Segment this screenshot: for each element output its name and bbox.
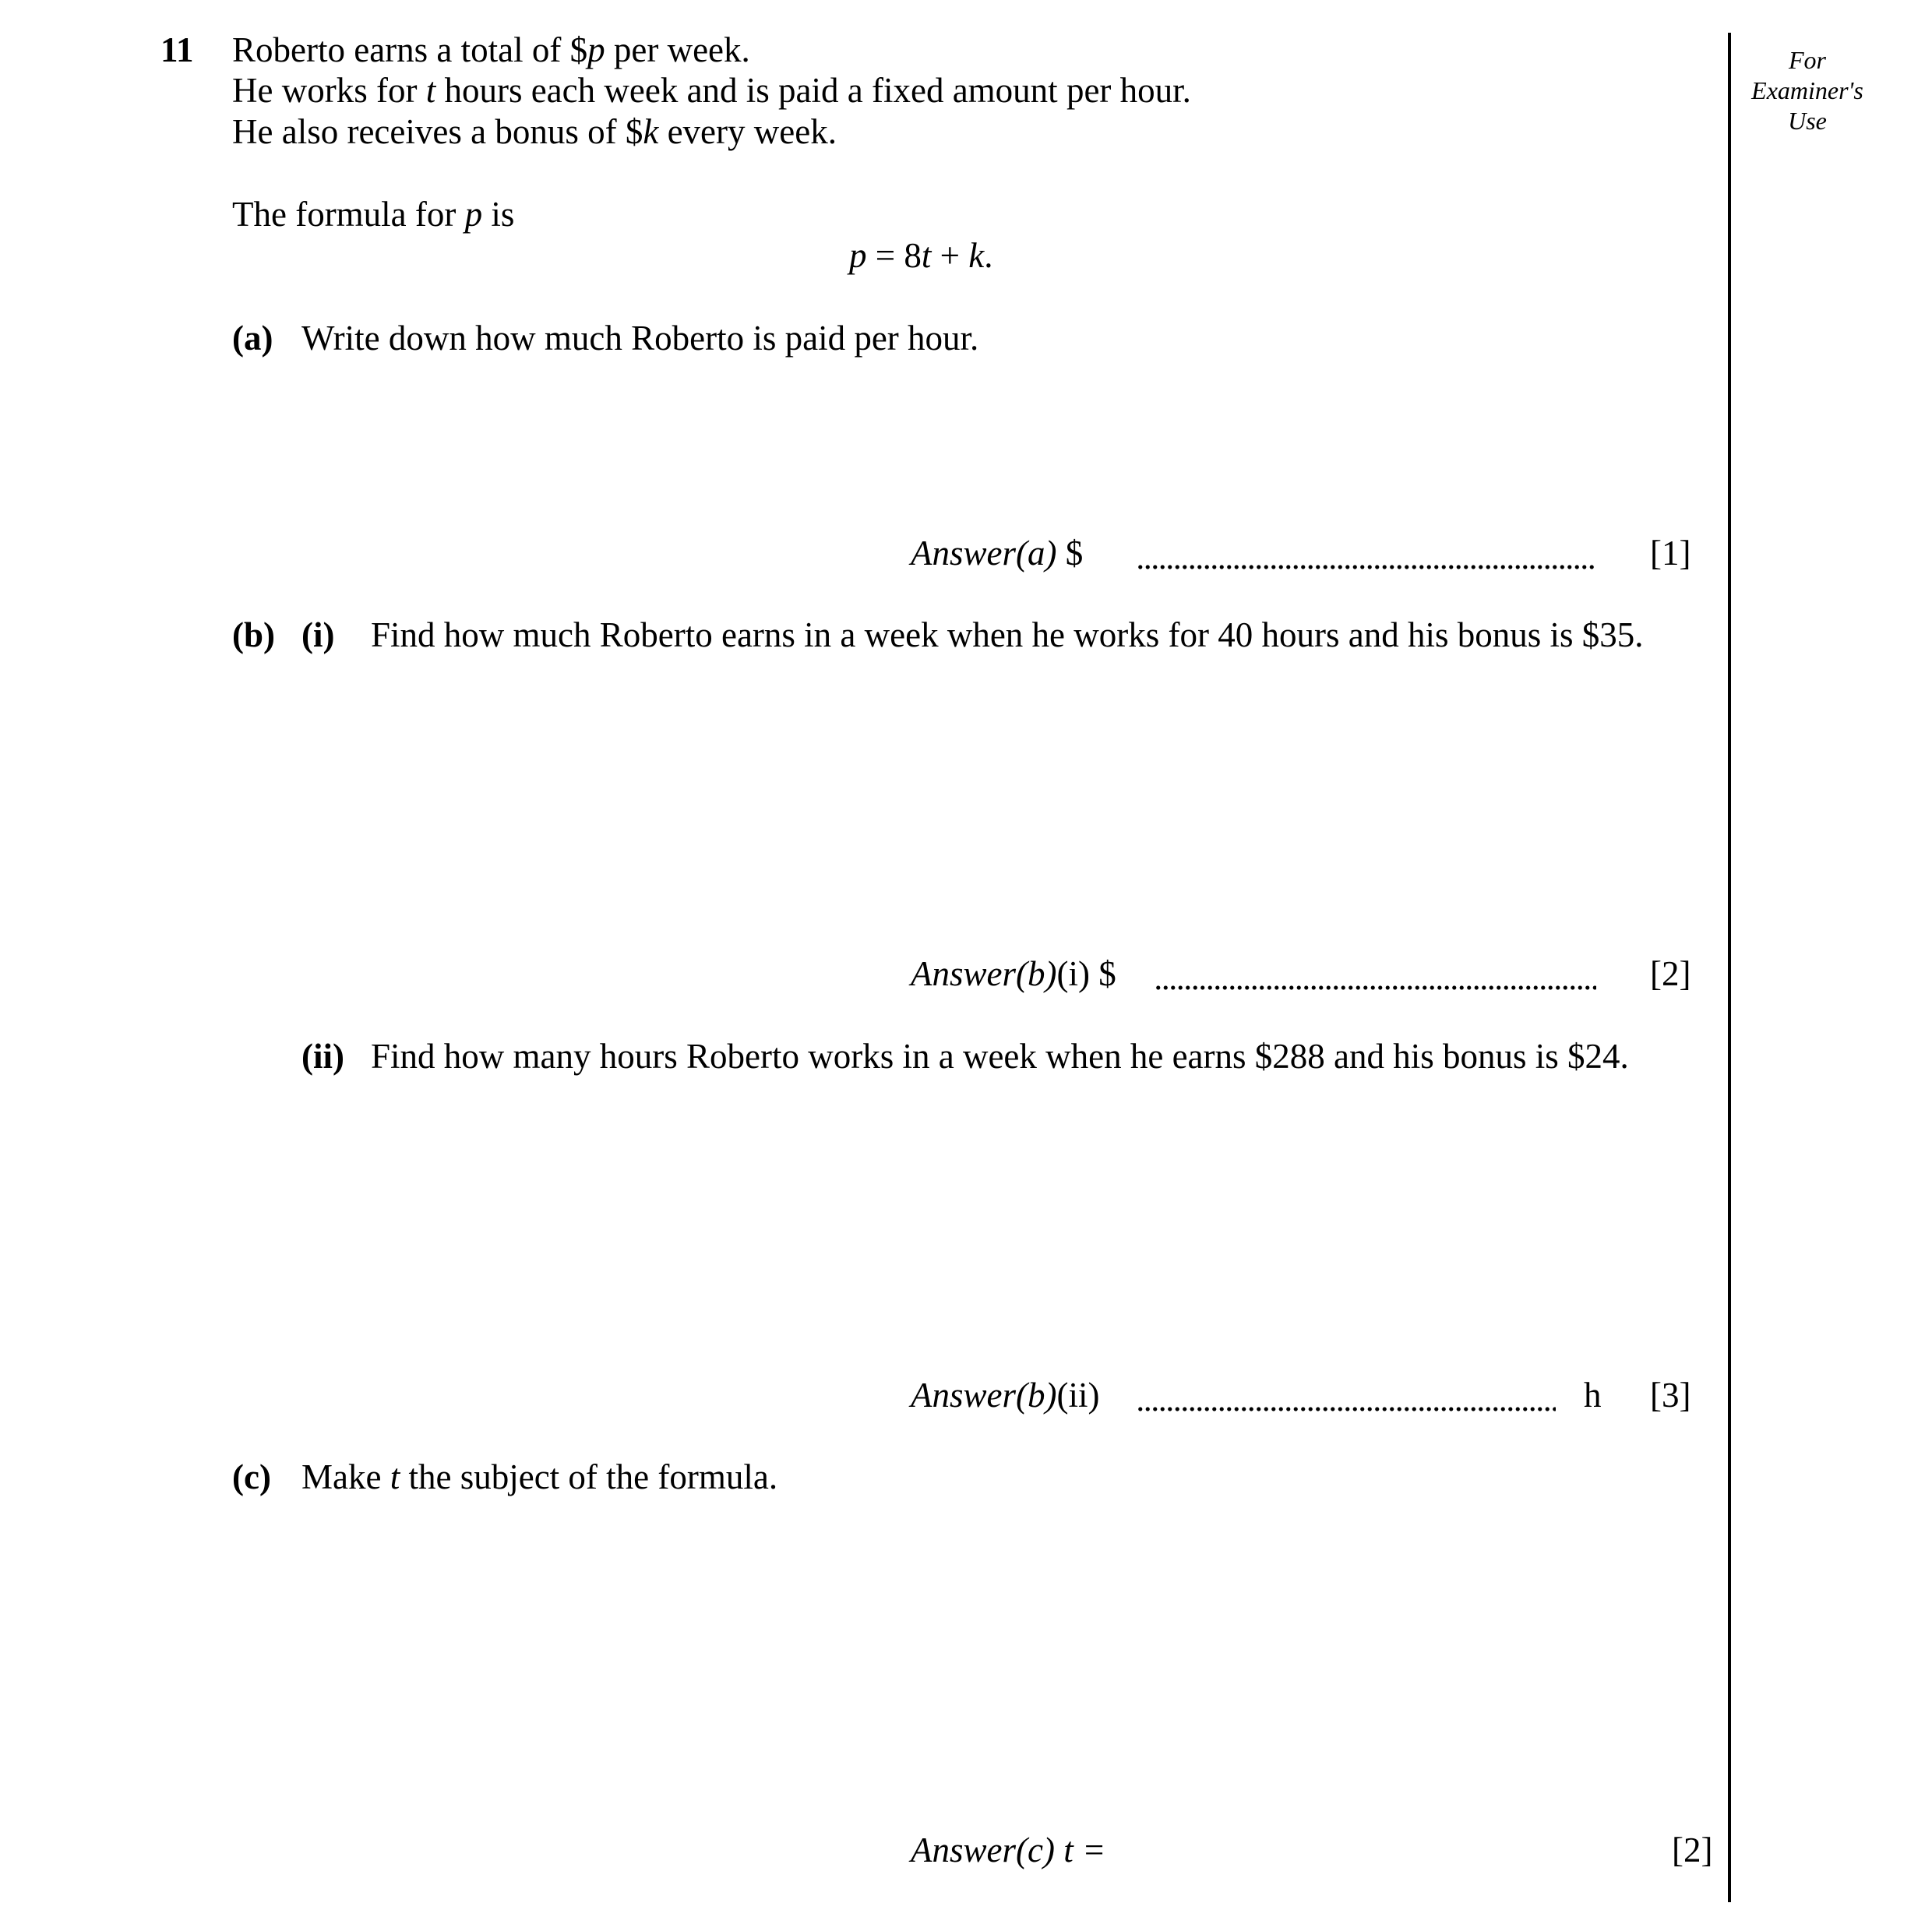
part-a-text: Write down how much Roberto is paid per hour. [301, 319, 979, 358]
formula-k: k [968, 236, 985, 275]
intro-line-3-post: every week. [658, 112, 837, 151]
part-b-ii-label: (ii) [301, 1037, 344, 1076]
formula-intro-pre: The formula for [232, 195, 465, 234]
answer-b-i-line[interactable] [1155, 985, 1596, 991]
formula-intro-var: p [464, 195, 483, 234]
answer-a-label [911, 533, 1083, 573]
examiner-use-label [1745, 45, 1870, 136]
answer-c-label: Answer(c) t = [911, 1831, 1106, 1869]
part-a-label: (a) [232, 319, 273, 358]
examiner-margin-line [1728, 33, 1731, 1902]
intro-line-1-var: p [587, 30, 605, 69]
intro-line-3-pre: He also receives a bonus of $ [232, 112, 643, 151]
part-c-text-post: the subject of the formula. [400, 1457, 778, 1496]
part-b-i-label: (i) [301, 615, 335, 654]
question-number: 11 [160, 30, 194, 69]
answer-a-line[interactable] [1137, 564, 1596, 570]
intro-line-1 [232, 30, 750, 70]
part-c-text-var: t [390, 1457, 400, 1496]
part-b-label: (b) [232, 615, 275, 654]
intro-line-2 [232, 70, 1191, 111]
intro-line-3-var: k [643, 112, 659, 151]
answer-a-label-text: Answer(a) [911, 534, 1057, 573]
part-b-ii-text: Find how many hours Roberto works in a week when he earns $288 and his bonus is $24. [371, 1037, 1629, 1076]
examiner-line-3: Use [1788, 107, 1827, 135]
formula-intro [232, 194, 514, 234]
part-c-label: (c) [232, 1457, 271, 1496]
formula-t: t [921, 236, 932, 275]
answer-c-marks: [2] [1672, 1831, 1713, 1869]
part-c-text-pre: Make [301, 1457, 390, 1496]
intro-line-1-post: per week. [605, 30, 750, 69]
formula-p: p [849, 236, 867, 275]
answer-b-ii-label [911, 1375, 1099, 1415]
answer-a-unit: $ [1065, 534, 1084, 573]
answer-b-i-label-text: Answer(b) [911, 954, 1057, 993]
intro-line-2-var: t [425, 71, 436, 110]
answer-b-i-label [911, 953, 1116, 994]
answer-b-ii-line[interactable] [1137, 1406, 1556, 1412]
intro-line-3 [232, 111, 837, 152]
answer-a-marks: [1] [1650, 534, 1691, 573]
answer-b-i-marks: [2] [1650, 954, 1691, 993]
examiner-line-2: Examiner's [1751, 76, 1863, 104]
part-c-text [301, 1457, 777, 1497]
formula [849, 235, 993, 276]
answer-b-ii-sub: (ii) [1056, 1376, 1100, 1415]
formula-end: . [984, 236, 993, 275]
answer-b-ii-marks: [3] [1650, 1376, 1691, 1415]
answer-b-ii-unit: h [1584, 1376, 1602, 1415]
intro-line-2-pre: He works for [232, 71, 426, 110]
intro-line-2-post: hours each week and is paid a fixed amount per hour. [435, 71, 1191, 110]
answer-b-i-sub: (i) $ [1056, 954, 1116, 993]
answer-b-ii-label-text: Answer(b) [911, 1376, 1057, 1415]
formula-eq: = 8 [866, 236, 922, 275]
formula-intro-post: is [482, 195, 515, 234]
intro-line-1-pre: Roberto earns a total of $ [232, 30, 588, 69]
formula-plus: + [931, 236, 969, 275]
examiner-line-1: For [1789, 46, 1826, 74]
part-b-i-text: Find how much Roberto earns in a week when he works for 40 hours and his bonus is $35. [371, 615, 1644, 654]
